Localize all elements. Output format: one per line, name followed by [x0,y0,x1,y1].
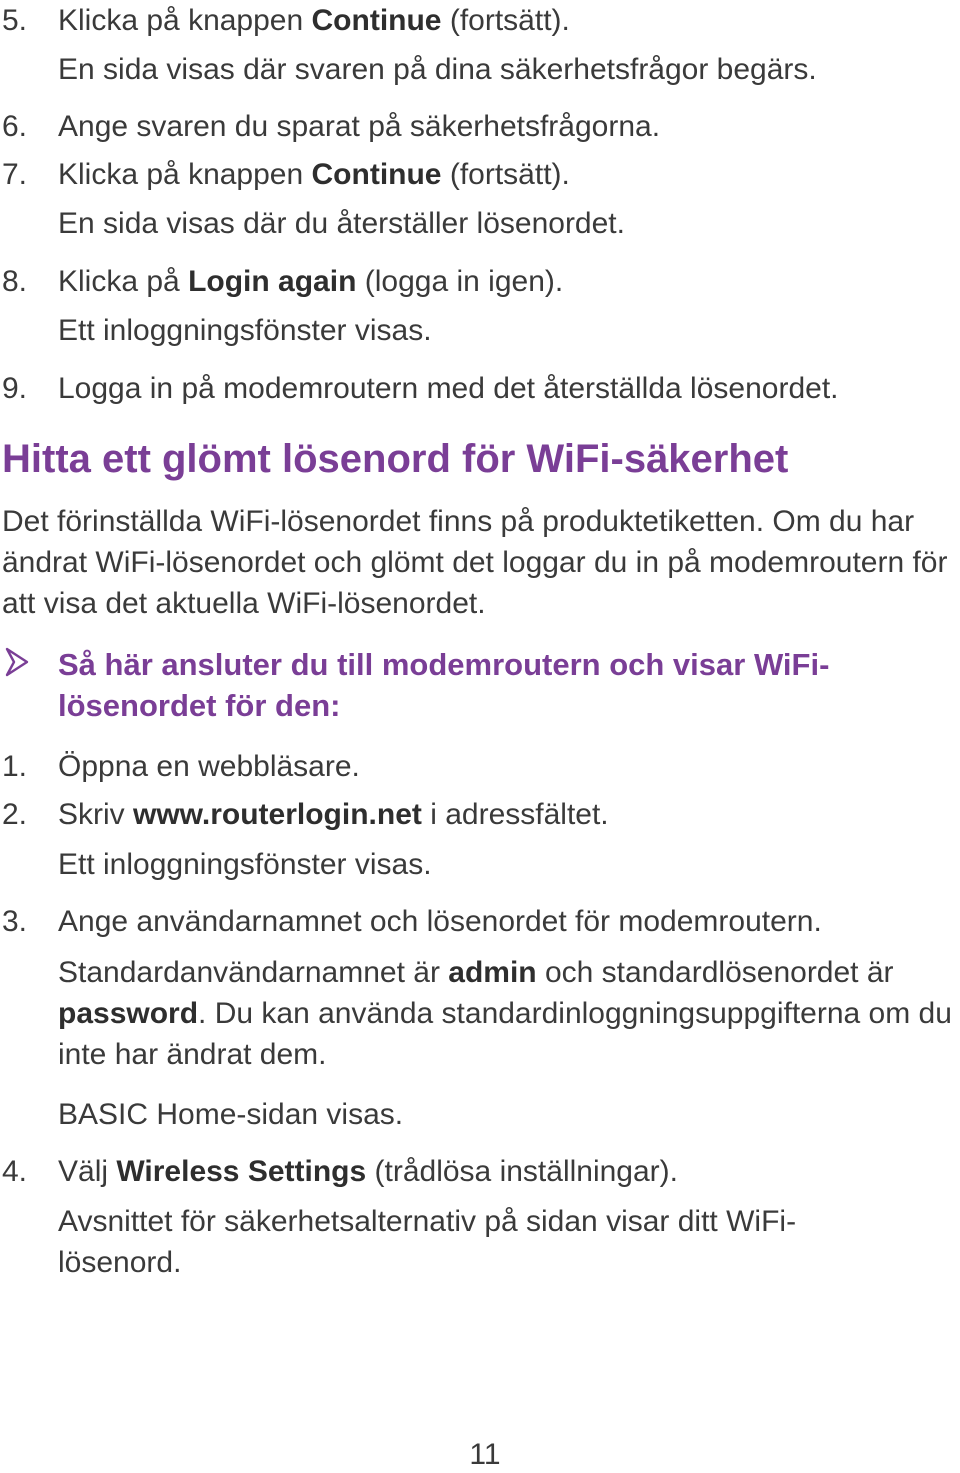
ui-label: Login again [188,265,357,298]
step-3-note: Standardanvändarnamnet är admin och standardlösenordet är password. Du kan använda standardinloggningsuppgifterna om du inte har ändrat dem. [58,956,952,1071]
step-number: 4. [2,1155,28,1188]
step-4: 4. Välj Wireless Settings (trådlösa inställningar). [0,1151,960,1192]
step-7: 7. Klicka på knappen Continue (fortsätt). [0,154,960,195]
step-6: 6. Ange svaren du sparat på säkerhetsfrågorna. [0,106,960,147]
step-4-result: Avsnittet för säkerhetsalternativ på sidan visar ditt WiFi-lösenord. [58,1205,797,1279]
step-3-result: BASIC Home-sidan visas. [58,1098,404,1131]
step-number: 9. [2,372,28,405]
ui-label: Wireless Settings [116,1155,367,1188]
step-5-result: En sida visas där svaren på dina säkerhetsfrågor begärs. [58,53,817,86]
procedure-header [0,644,960,726]
step-1: 1. Öppna en webbläsare. [0,746,960,787]
step-number: 1. [2,750,28,783]
step-number: 2. [2,798,28,831]
step-7-result: En sida visas där du återställer lösenordet. [58,207,625,240]
step-8: 8. Klicka på Login again (logga in igen). [0,261,960,302]
step-3: 3. Ange användarnamnet och lösenordet för modemroutern. [0,901,960,942]
default-username: admin [448,956,537,989]
procedure-title: Så här ansluter du till modemroutern och visar WiFi-lösenordet för den: [58,647,830,723]
page-number: 11 [469,1438,501,1471]
default-password: password [58,997,199,1030]
step-number: 7. [2,158,28,191]
step-8-result: Ett inloggningsfönster visas. [58,314,432,347]
ui-label: Continue [311,158,442,191]
step-2: 2. Skriv www.routerlogin.net i adressfältet. [0,794,960,835]
url-text: www.routerlogin.net [133,798,422,831]
section-heading: Hitta ett glömt lösenord för WiFi-säkerhet [2,437,789,481]
step-2-result: Ett inloggningsfönster visas. [58,848,432,881]
step-number: 8. [2,265,28,298]
step-number: 6. [2,110,28,143]
ui-label: Continue [311,4,442,37]
step-number: 3. [2,905,28,938]
section-paragraph: Det förinställda WiFi-lösenordet finns på produktetiketten. Om du har ändrat WiFi-lösenordet och glömt det loggar du in på modemroutern för att visa det aktuella WiFi-lösenordet. [2,505,948,620]
step-5: 5. Klicka på knappen Continue (fortsätt). [0,0,960,41]
step-9: 9. Logga in på modemroutern med det återställda lösenordet. [0,368,960,409]
step-number: 5. [2,4,28,37]
arrow-bullet-icon [4,646,30,678]
